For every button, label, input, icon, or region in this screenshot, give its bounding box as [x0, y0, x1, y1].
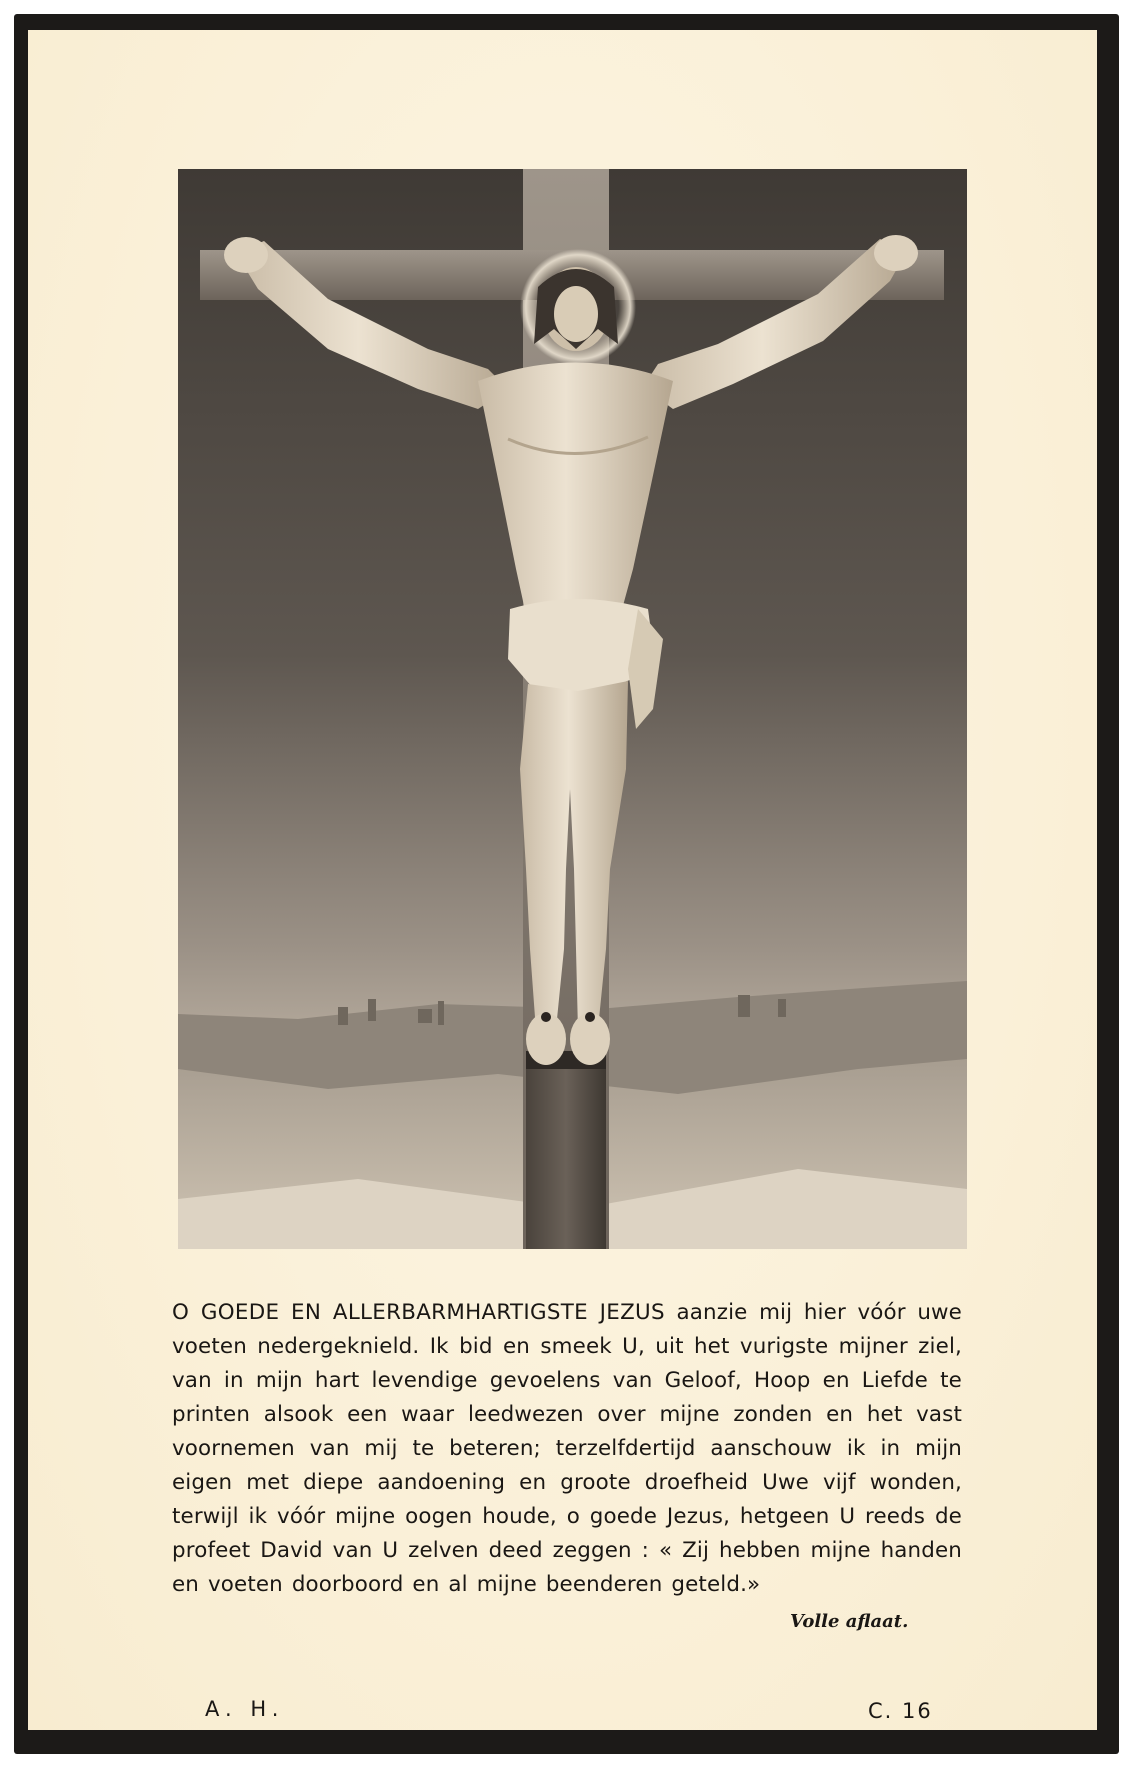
- card-code: C. 16: [868, 1699, 933, 1723]
- indulgence-note: Volle aflaat.: [790, 1611, 909, 1632]
- printer-initials: A. H.: [205, 1697, 285, 1721]
- footrest: [526, 1051, 606, 1249]
- prayer-opening: O GOEDE EN ALLERBARMHARTIGSTE JEZUS: [172, 1300, 665, 1325]
- prayer-body: aanzie mij hier vóór uwe voeten nedergeknield. Ik bid en smeek U, uit het vurigste mijner ziel, van in mijn hart levendige gevoelens van Geloof, Hoop en Liefde te printen alsook een waar leedwezen over mijne zonden en het vast voornemen van mij te beteren; terzelfdertijd aanschouw ik in mijn eigen met diepe aandoening en groote droefheid Uwe vijf wonden, terwijl ik vóór mijne oogen houde, o goede Jezus, hetgeen U reeds de profeet David van U zelven deed zeggen : « Zij hebben mijne handen en voeten doorboord en al mijne beenderen geteld.»: [172, 1300, 962, 1597]
- prayer-text: [172, 1296, 962, 1602]
- crucifix-illustration: [178, 169, 967, 1249]
